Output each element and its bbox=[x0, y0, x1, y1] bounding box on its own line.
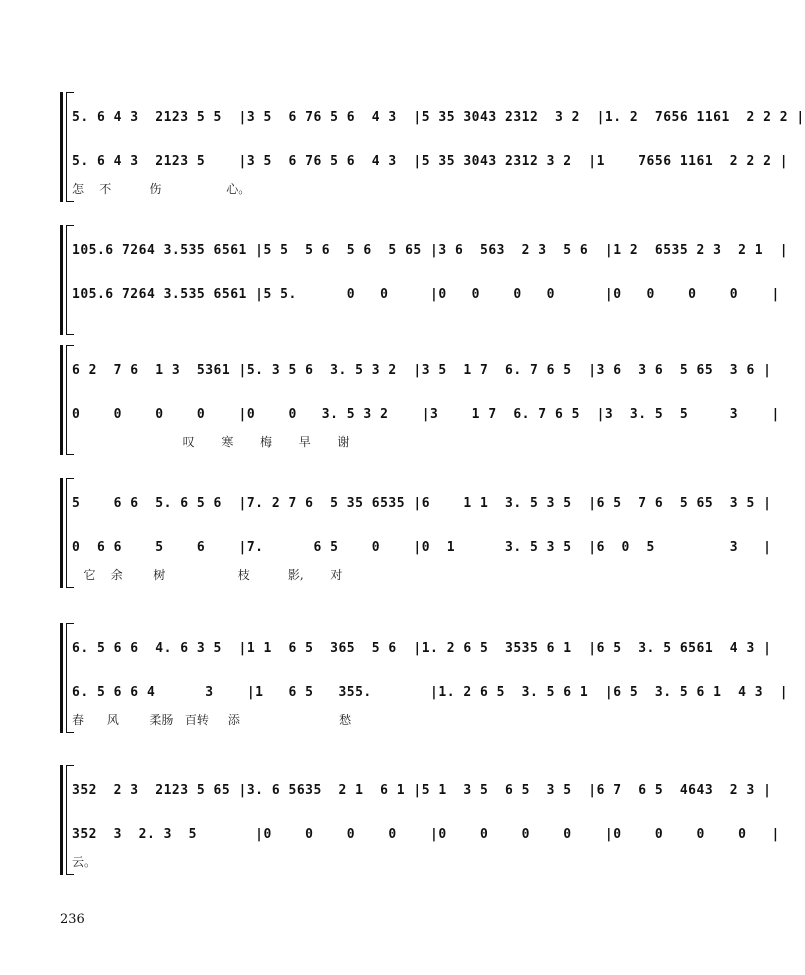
system-brace bbox=[60, 345, 63, 455]
instrument-staff: 105.6 7264 3.535 6561 |5 5 5 6 5 6 5 65 |3 6 563 2 3 5 6 |1 2 6535 2 3 2 1 | bbox=[72, 243, 789, 258]
instrument-staff: 352 2 3 2123 5 65 |3. 6 5635 2 1 6 1 |5 1 3 5 6 5 3 5 |6 7 6 5 4643 2 3 | bbox=[72, 783, 772, 798]
lyrics-line bbox=[72, 313, 645, 331]
system-brace bbox=[60, 478, 63, 588]
vocal-staff: 0 0 0 0 |0 0 3. 5 3 2 |3 1 7 6. 7 6 5 |3 3. 5 5 3 | bbox=[72, 407, 780, 422]
score-system bbox=[60, 225, 789, 335]
system-brace bbox=[60, 92, 63, 202]
instrument-staff: 6. 5 6 6 4. 6 3 5 |1 1 6 5 365 5 6 |1. 2 6 5 3535 6 1 |6 5 3. 5 6561 4 3 | bbox=[72, 641, 772, 656]
instrument-staff: 5. 6 4 3 2123 5 5 |3 5 6 76 5 6 4 3 |5 35 3043 2312 3 2 |1. 2 7656 1161 2 2 2 | bbox=[72, 110, 805, 125]
lyrics-line: 它 余 树 枝 影, 对 bbox=[72, 568, 343, 582]
lyrics-line: 春 风 柔肠 百转 添 愁 bbox=[72, 713, 352, 727]
vocal-staff: 105.6 7264 3.535 6561 |5 5. 0 0 |0 0 0 0 |0 0 0 0 | bbox=[72, 287, 780, 302]
score-system bbox=[60, 92, 805, 202]
lyrics-line: 怎 不 伤 心。 bbox=[72, 182, 251, 196]
page-number: 236 bbox=[60, 912, 85, 927]
score-system bbox=[60, 345, 780, 455]
vocal-staff: 5. 6 4 3 2123 5 |3 5 6 76 5 6 4 3 |5 35 3043 2312 3 2 |1 7656 1161 2 2 2 | bbox=[72, 154, 789, 169]
system-brace bbox=[60, 623, 63, 733]
vocal-staff: 0 6 6 5 6 |7. 6 5 0 |0 1 3. 5 3 5 |6 0 5 3 | bbox=[72, 540, 772, 555]
system-brace bbox=[60, 225, 63, 335]
vocal-staff: 352 3 2. 3 5 |0 0 0 0 |0 0 0 0 |0 0 0 0 | bbox=[72, 827, 780, 842]
score-system bbox=[60, 623, 789, 733]
score-system bbox=[60, 478, 772, 588]
system-brace bbox=[60, 765, 63, 875]
lyrics-line: 云。 bbox=[72, 855, 97, 869]
score-system bbox=[60, 765, 780, 875]
vocal-staff: 6. 5 6 6 4 3 |1 6 5 355. |1. 2 6 5 3. 5 6 1 |6 5 3. 5 6 1 4 3 | bbox=[72, 685, 789, 700]
instrument-staff: 6 2 7 6 1 3 5361 |5. 3 5 6 3. 5 3 2 |3 5 1 7 6. 7 6 5 |3 6 3 6 5 65 3 6 | bbox=[72, 363, 772, 378]
lyrics-line: 叹 寒 梅 早 谢 bbox=[72, 435, 350, 449]
instrument-staff: 5 6 6 5. 6 5 6 |7. 2 7 6 5 35 6535 |6 1 1 3. 5 3 5 |6 5 7 6 5 65 3 5 | bbox=[72, 496, 772, 511]
